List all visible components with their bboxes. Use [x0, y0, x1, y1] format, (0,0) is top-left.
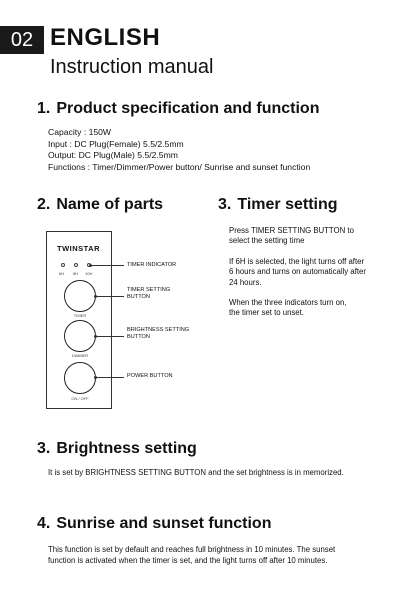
spec-list [48, 127, 310, 173]
section-title-text: Timer setting [237, 196, 338, 213]
sunrise-text [48, 544, 335, 566]
dimmer-knob-icon [64, 320, 96, 352]
callout-line [91, 265, 124, 266]
page-number-badge: 02 [0, 26, 44, 54]
indicator-light-icon [74, 263, 78, 267]
power-knob-icon [64, 362, 96, 394]
language-heading: ENGLISH [50, 24, 161, 51]
spec-line: Output: DC Plug(Male) 5.5/2.5mm [48, 150, 178, 161]
spec-line: Capacity : 150W [48, 127, 112, 137]
section-title-text: Brightness setting [56, 440, 197, 457]
indicator-light-icon [61, 263, 65, 267]
knob-label: ON / OFF [71, 396, 89, 401]
callout-brightness-setting: BRIGHTNESS SETTING BUTTON [127, 327, 190, 340]
device-brand: TWINSTAR [57, 244, 101, 253]
section-brightness-title [37, 440, 197, 458]
callout-timer-setting: TIMER SETTING BUTTON [127, 287, 171, 300]
timer-paragraph: If 6H is selected, the light turns off after 6 hours and turns on automatically after 24 hours. [229, 256, 366, 287]
timer-paragraph: When the three indicators turn on, the timer set to unset. [229, 298, 347, 318]
section-number: 1. [37, 100, 51, 117]
section-parts-title [37, 196, 163, 214]
section-sunrise-title [37, 515, 271, 533]
timer-paragraph: Press TIMER SETTING BUTTON to select the setting time [229, 226, 354, 246]
callout-power-button: POWER BUTTON [127, 373, 173, 379]
knob-label: TIMER [73, 313, 87, 318]
section-timer-title [218, 196, 338, 214]
callout-line [96, 336, 124, 337]
device-illustration [46, 231, 112, 409]
callout-timer-indicator: TIMER INDICATOR [127, 262, 177, 268]
timer-knob-icon [64, 280, 96, 312]
knob-label: DIMMER [71, 353, 89, 358]
indicator-label: 6H [59, 271, 65, 276]
timer-instructions [229, 226, 366, 329]
spec-line: Input : DC Plug(Female) 5.5/2.5mm [48, 138, 184, 149]
manual-subtitle: Instruction manual [50, 56, 214, 78]
section-title-text: Product specification and function [56, 100, 320, 117]
section-spec-title [37, 100, 319, 118]
section-number: 4. [37, 515, 51, 532]
spec-line: Functions : Timer/Dimmer/Power button/ Sunrise and sunset function [48, 161, 311, 172]
sunrise-line: This function is set by default and reaches full brightness in 10 minutes. The sunset [48, 545, 336, 554]
indicator-label: 10H [85, 271, 93, 276]
section-number: 3. [218, 196, 232, 213]
callout-line [96, 377, 124, 378]
section-title-text: Name of parts [56, 196, 164, 213]
brightness-text: It is set by BRIGHTNESS SETTING BUTTON and the set brightness is in memorized. [48, 468, 344, 477]
sunrise-line: function is activated when the timer is set, and the light turns off after 10 minutes. [48, 556, 328, 565]
indicator-label: 8H [73, 271, 79, 276]
section-title-text: Sunrise and sunset function [56, 515, 272, 532]
section-number: 2. [37, 196, 51, 213]
callout-line [96, 296, 124, 297]
section-number: 3. [37, 440, 51, 457]
